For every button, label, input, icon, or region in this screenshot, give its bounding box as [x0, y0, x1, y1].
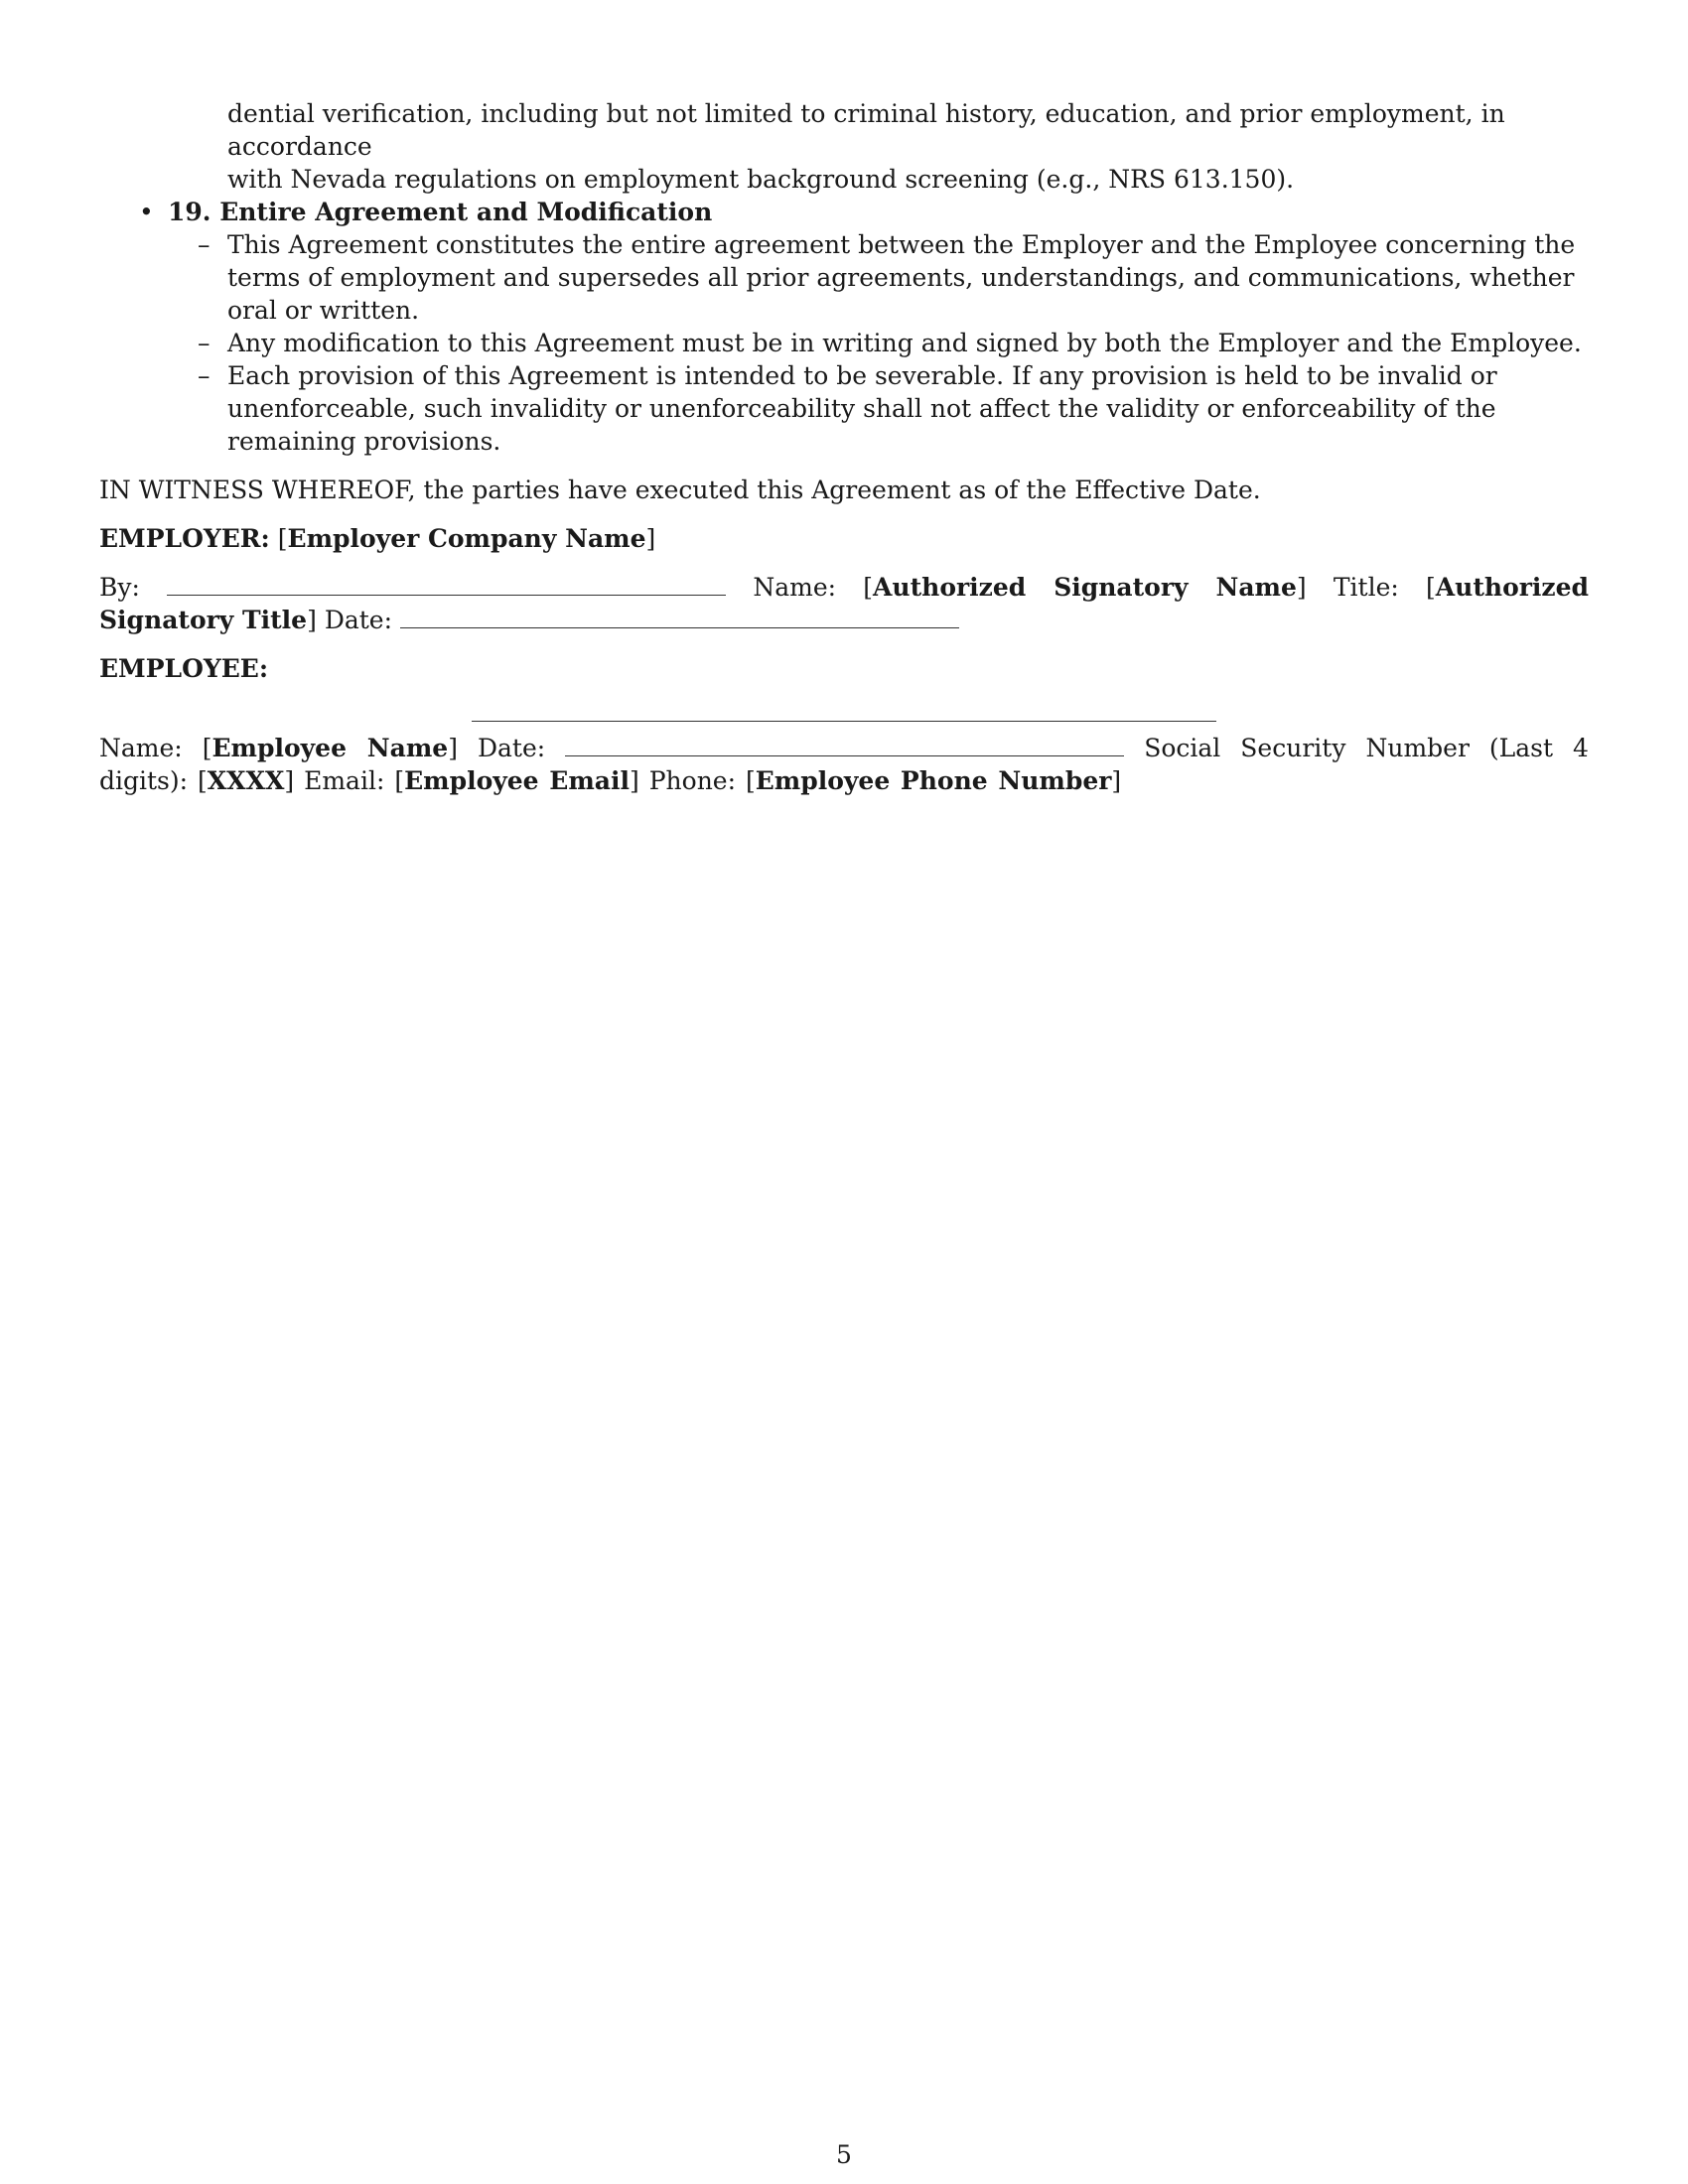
- employee-heading: EMPLOYEE:: [99, 654, 269, 683]
- section-list: [99, 196, 1589, 458]
- open-bracket: [: [202, 734, 212, 762]
- close-bracket: ]: [630, 766, 639, 795]
- employer-company-name: Employer Company Name: [287, 524, 646, 553]
- bullet-icon: •: [139, 198, 154, 226]
- close-bracket: ]: [645, 524, 656, 553]
- employee-name-label: Name:: [99, 734, 183, 762]
- employer-signature-block: [99, 571, 1589, 636]
- employee-date-label: Date:: [477, 734, 546, 762]
- open-bracket: [: [863, 573, 874, 602]
- signatory-title: Authorized Signatory Title: [99, 573, 1589, 634]
- open-bracket: [: [277, 524, 288, 553]
- close-bracket: ]: [284, 766, 295, 795]
- witness-statement: IN WITNESS WHEREOF, the parties have executed this Agreement as of the Effective Date.: [99, 476, 1261, 504]
- employee-name: Employee Name: [211, 734, 449, 762]
- dash-icon: –: [198, 361, 211, 390]
- page-number: 5: [836, 2140, 852, 2169]
- employee-info-block: [99, 732, 1589, 797]
- employer-date-line[interactable]: [400, 604, 959, 628]
- document-page: [99, 97, 1589, 797]
- close-bracket: ]: [448, 734, 458, 762]
- ssn-value: XXXX: [207, 766, 285, 795]
- close-bracket: ]: [1111, 766, 1122, 795]
- employer-heading: [99, 522, 1589, 555]
- employee-signature-line[interactable]: [472, 707, 1216, 722]
- open-bracket: [: [198, 766, 208, 795]
- section-19-heading: 19. Entire Agreement and Modification: [168, 198, 713, 226]
- close-bracket: ]: [307, 606, 317, 634]
- open-bracket: [: [745, 766, 756, 795]
- dash-icon: –: [198, 230, 211, 259]
- employee-email: Employee Email: [404, 766, 630, 795]
- name-label: Name:: [753, 573, 837, 602]
- list-item: [168, 327, 1589, 359]
- employee-date-line[interactable]: [565, 732, 1124, 756]
- close-bracket: ]: [1296, 573, 1307, 602]
- continuation-paragraph: [227, 97, 1589, 196]
- phone-label: Phone:: [648, 766, 737, 795]
- employer-label: EMPLOYER:: [99, 524, 270, 553]
- by-label: By:: [99, 573, 140, 602]
- title-label: Title:: [1333, 573, 1399, 602]
- section-19: [99, 196, 1589, 458]
- employer-signature-line[interactable]: [167, 571, 726, 596]
- list-item: [168, 359, 1589, 458]
- section-19-items: [168, 228, 1589, 458]
- open-bracket: [: [394, 766, 405, 795]
- clause-text: Any modification to this Agreement must be in writing and signed by both the Employer and the Employee.: [227, 329, 1582, 357]
- date-label: Date:: [324, 606, 393, 634]
- continuation-line-1: dential verification, including but not limited to criminal history, education, and prior employment, in accordance: [227, 99, 1505, 161]
- continuation-line-2: with Nevada regulations on employment background screening (e.g., NRS 613.150).: [227, 165, 1295, 194]
- employee-phone: Employee Phone Number: [755, 766, 1112, 795]
- list-item: [168, 228, 1589, 327]
- dash-icon: –: [198, 329, 211, 357]
- signatory-name: Authorized Signatory Name: [873, 573, 1297, 602]
- clause-text: Each provision of this Agreement is intended to be severable. If any provision is held to be invalid or unenforceable, such invalidity or unenforceability shall not affect the validity or enforceability of the remaining provisions.: [227, 361, 1497, 456]
- open-bracket: [: [1426, 573, 1436, 602]
- ssn-label: Social Security Number (Last 4 digits):: [99, 734, 1589, 795]
- clause-text: This Agreement constitutes the entire agreement between the Employer and the Employee concerning the terms of employment and supersedes all prior agreements, understandings, and communications, whether oral or written.: [227, 230, 1576, 325]
- email-label: Email:: [304, 766, 385, 795]
